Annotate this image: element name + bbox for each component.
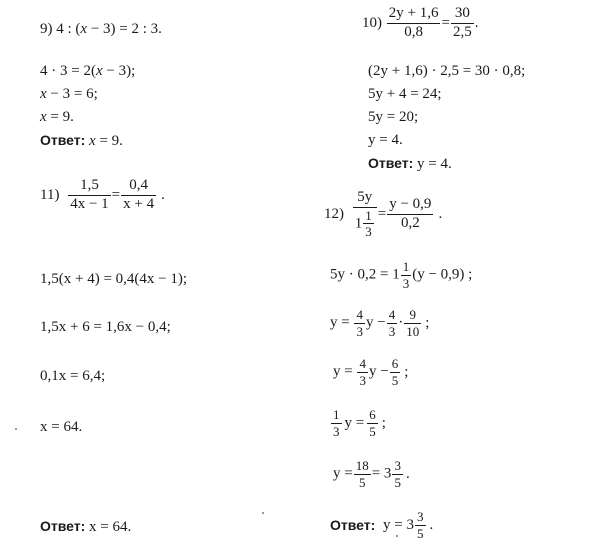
problem-9-step-3: x = 9.: [40, 109, 74, 125]
problem-11-step-3: 0,1x = 6,4;: [40, 368, 106, 384]
problem-11-step-4: x = 64.: [40, 419, 83, 435]
problem-9-step-1: 4 · 3 = 2(x − 3);: [40, 63, 136, 79]
fraction: $\frac{30}{2,5}$: [452, 5, 472, 40]
fraction: $\frac{6}{5}$: [369, 407, 376, 439]
problem-9-label: 9): [40, 21, 53, 37]
problem-12-step-5: y = $\frac{18}{5}$ = 3 $\frac{3}{5}$ .: [333, 458, 410, 490]
fraction: $\frac{1}{3}$: [402, 259, 410, 291]
fraction: $\frac{9}{10}$: [406, 307, 420, 339]
problem-12-equation: 12) 5y 1 $\frac{1}{3}$ = $\frac{y - 0,9}{0,2}$ .: [324, 189, 443, 240]
problem-9-step-2: x − 3 = 6;: [40, 86, 98, 102]
fraction: $\frac{3}{5}$: [417, 509, 424, 541]
fraction: $\frac{4}{3}$: [359, 356, 366, 388]
fraction: $\frac{y - 0,9}{0,2}$: [389, 196, 432, 232]
problem-10-step-1: (2y + 1,6) · 2,5 = 30 · 0,8;: [368, 63, 526, 79]
problem-10-step-4: y = 4.: [368, 132, 403, 148]
problem-10-step-2: 5y + 4 = 24;: [368, 86, 442, 102]
problem-12-step-1: 5y · 0,2 = 1 $\frac{1}{3}$ (y − 0,9) ;: [330, 259, 473, 291]
fraction: $\frac{4}{3}$: [388, 307, 396, 339]
scan-speck: [262, 512, 264, 514]
problem-11-label: 11): [40, 186, 60, 203]
scan-speck: [396, 535, 398, 537]
problem-11-equation: 11) $\frac{1,5}{4x - 1}$ = $\frac{0,4}{x + 4}$ .: [40, 177, 165, 212]
problem-12-step-4: $\frac{1}{3}$ y = $\frac{6}{5}$ ;: [333, 407, 386, 439]
problem-11-step-1: 1,5(x + 4) = 0,4(4x − 1);: [40, 271, 188, 287]
fraction: $\frac{18}{5}$: [355, 458, 369, 490]
problem-11-answer: Ответ: x = 64.: [40, 518, 132, 535]
problem-10-equation: 10) $\frac{2y + 1,6}{0,8}$ = $\frac{30}{2,5}$ .: [362, 5, 479, 40]
fraction: $\frac{2y + 1,6}{0,8}$: [388, 5, 439, 40]
problem-9-answer: Ответ: x = 9.: [40, 132, 123, 149]
fraction: $\frac{3}{5}$: [394, 458, 401, 490]
fraction: $\frac{1}{3}$: [333, 407, 340, 439]
problem-10-step-3: 5y = 20;: [368, 109, 419, 125]
problem-12-label: 12): [324, 206, 344, 223]
problem-11-step-2: 1,5x + 6 = 1,6x − 0,4;: [40, 319, 171, 335]
problem-9-equation: 9) 4 : (x − 3) = 2 : 3.: [40, 21, 162, 37]
scan-speck: [15, 428, 17, 430]
fraction: $\frac{4}{3}$: [356, 307, 363, 339]
problem-12-answer: Ответ: y = 3 $\frac{3}{5}$ .: [330, 509, 434, 541]
problem-12-step-3: y = $\frac{4}{3}$ y − $\frac{6}{5}$ ;: [333, 356, 409, 388]
fraction: $\frac{1}{3}$: [365, 207, 372, 240]
fraction: $\frac{0,4}{x + 4}$: [123, 177, 155, 212]
problem-10-answer: Ответ: y = 4.: [368, 155, 452, 172]
fraction: $\frac{1,5}{4x - 1}$: [70, 177, 109, 212]
fraction: $\frac{6}{5}$: [391, 356, 399, 388]
problem-10-label: 10): [362, 14, 382, 31]
problem-12-step-2: y = $\frac{4}{3}$ y − $\frac{4}{3}$ · $\frac{9}{10}$ ;: [330, 307, 430, 339]
fraction: 5y 1 $\frac{1}{3}$: [353, 190, 377, 239]
